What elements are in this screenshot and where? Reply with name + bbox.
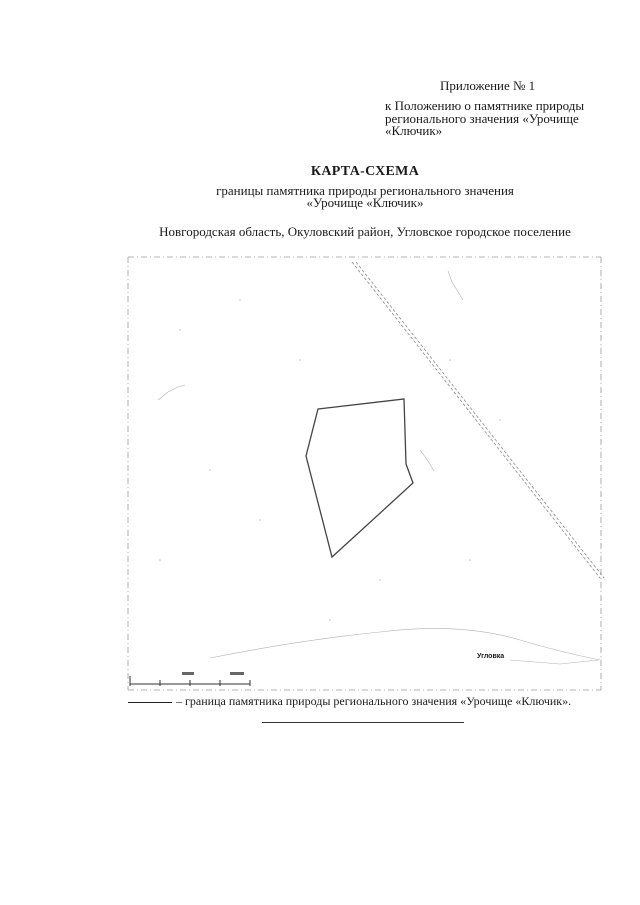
road-line	[352, 262, 604, 578]
appendix-line-3: «Ключик»	[385, 123, 443, 138]
town-label: Угловка	[477, 653, 505, 660]
appendix-line-2: регионального значения «Урочище	[385, 111, 579, 126]
subtitle-line-1: границы памятника природы регионального значения	[216, 183, 514, 198]
appendix-title: Приложение № 1	[440, 78, 536, 93]
legend-text: граница памятника природы регионального значения «Урочище «Ключик».	[185, 694, 572, 708]
legend-separator: –	[176, 694, 182, 708]
legend-row	[128, 694, 571, 709]
appendix-line-1: к Положению о памятнике природы	[385, 98, 585, 113]
subtitle-line-2: «Урочище «Ключик»	[306, 195, 424, 210]
bottom-divider	[262, 722, 464, 723]
scale-bar-ticks	[182, 672, 244, 675]
background-dots	[159, 299, 541, 621]
document-title: КАРТА-СХЕМА	[310, 164, 420, 179]
scale-bar	[130, 676, 250, 686]
protected-area-boundary	[306, 399, 413, 557]
map-noise	[158, 271, 600, 664]
legend-line-swatch	[128, 702, 172, 703]
location-line: Новгородская область, Окуловский район, Угловское городское поселение	[159, 224, 571, 239]
map-frame-border	[128, 257, 601, 690]
